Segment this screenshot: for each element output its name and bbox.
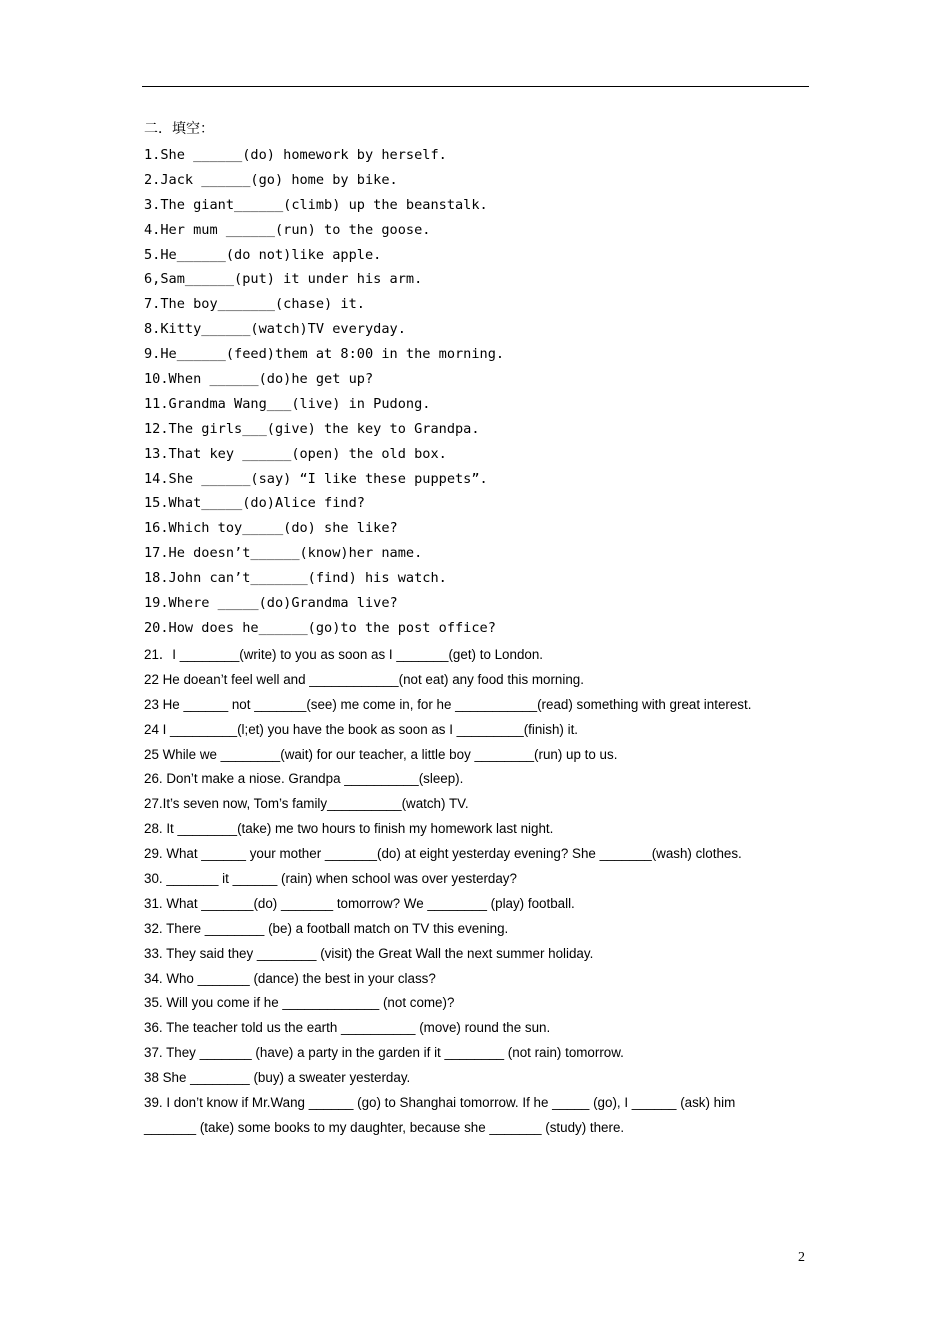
exercise-item: 1.She ______(do) homework by herself. [144,147,447,163]
section-title: 二．填空： [144,121,214,137]
exercise-item: 20.How does he______(go)to the post office? [144,619,496,636]
header-rule [142,86,809,87]
exercise-list-part-2 [144,643,824,1141]
exercise-item: 39. I don’t know if Mr.Wang ______ (go) to Shanghai tomorrow. If he _____ (go), I ______ (ask) him [144,1095,736,1111]
exercise-list-part-1 [144,143,824,641]
exercise-item: 29. What ______ your mother _______(do) at eight yesterday evening? She _______(wash) clothes. [144,846,742,862]
exercise-item: 3.The giant______(climb) up the beanstalk. [144,196,488,213]
exercise-item: 27.It’s seven now, Tom’s family__________(watch) TV. [144,796,469,812]
exercise-item: 34. Who _______ (dance) the best in your class? [144,970,436,986]
exercise-item: 22 He doean’t feel well and ____________(not eat) any food this morning. [144,671,584,687]
exercise-item: 21．I ________(write) to you as soon as I _______(get) to London. [144,647,544,662]
exercise-item: 6,Sam______(put) it under his arm. [144,271,423,288]
exercise-item: 10.When ______(do)he get up? [144,371,374,388]
exercise-item: 26. Don’t make a niose. Grandpa __________(sleep). [144,771,464,787]
exercise-item: 2.Jack ______(go) home by bike. [144,171,398,188]
exercise-item: 19.Where _____(do)Grandma live? [144,595,398,612]
exercise-item: 5.He______(do not)like apple. [144,246,382,263]
exercise-item: 7.The boy_______(chase) it. [144,296,365,313]
exercise-item: 24 I _________(l;et) you have the book as soon as I _________(finish) it. [144,721,579,737]
page-number: 2 [798,1250,805,1265]
exercise-item: 30. _______ it ______ (rain) when school was over yesterday? [144,871,517,887]
exercise-item: 8.Kitty______(watch)TV everyday. [144,321,406,338]
exercise-item: 11.Grandma Wang___(live) in Pudong. [144,395,431,412]
exercise-item: 36. The teacher told us the earth __________ (move) round the sun. [144,1020,551,1036]
exercise-item: 12.The girls___(give) the key to Grandpa. [144,420,480,437]
exercise-item: 9.He______(feed)them at 8:00 in the morning. [144,346,505,363]
exercise-item: 23 He ______ not _______(see) me come in, for he ___________(read) something with great interest. [144,696,752,712]
exercise-item: 15.What_____(do)Alice find? [144,495,365,512]
exercise-item: 25 While we ________(wait) for our teacher, a little boy ________(run) up to us. [144,746,618,762]
exercise-item: 16.Which toy_____(do) she like? [144,520,398,537]
exercise-item: 18.John can’t_______(find) his watch. [144,570,447,587]
exercise-item: 28. It ________(take) me two hours to finish my homework last night. [144,821,554,837]
exercise-item-continuation: _______ (take) some books to my daughter, because she _______ (study) there. [144,1119,625,1135]
exercise-item: 38 She ________ (buy) a sweater yesterday. [144,1070,411,1086]
exercise-item: 4.Her mum ______(run) to the goose. [144,221,431,238]
exercise-item: 14.She ______(say) “I like these puppets”. [144,470,488,487]
exercise-item: 33. They said they ________ (visit) the Great Wall the next summer holiday. [144,945,594,961]
exercise-item: 13.That key ______(open) the old box. [144,445,447,462]
exercise-item: 31. What _______(do) _______ tomorrow? We ________ (play) football. [144,895,575,911]
exercise-item: 35. Will you come if he _____________ (not come)? [144,995,455,1011]
exercise-item: 17.He doesn’t______(know)her name. [144,545,423,562]
exercise-item: 37. They _______ (have) a party in the garden if it ________ (not rain) tomorrow. [144,1045,624,1061]
exercise-item: 32. There ________ (be) a football match on TV this evening. [144,920,509,936]
